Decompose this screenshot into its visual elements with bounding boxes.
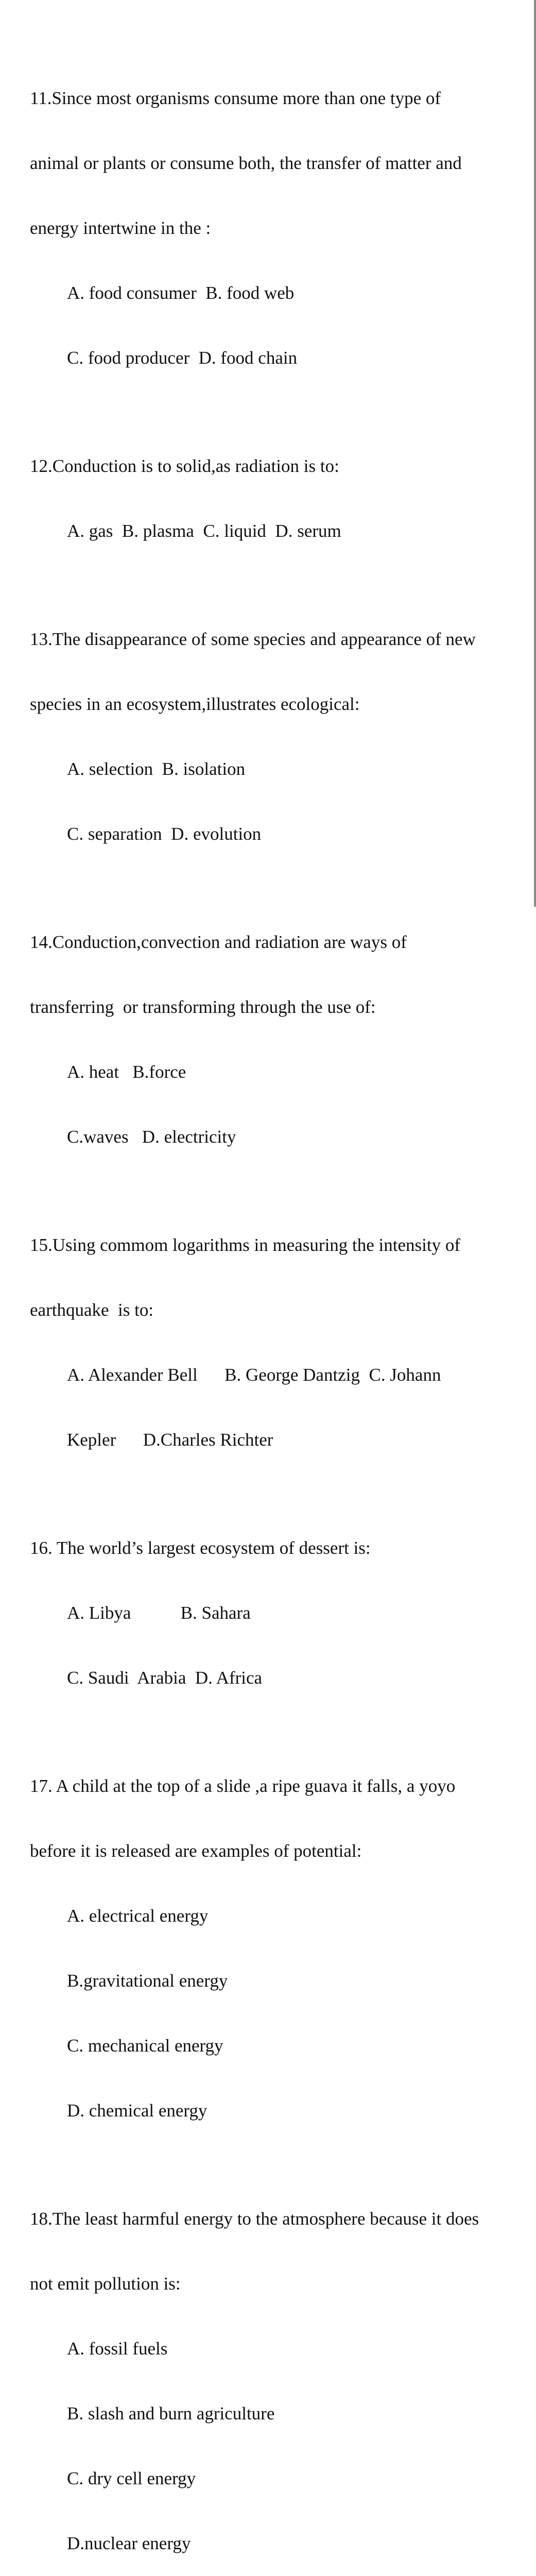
question-list: [0, 1, 530, 2576]
q13-options-line-2: C. separation D. evolution: [67, 824, 262, 844]
q14-options-line-1: A. heat B.force: [67, 1062, 186, 1082]
q11-stem-line-3: energy intertwine in the :: [30, 218, 211, 238]
q14-stem-line-1: 14.Conduction,convection and radiation are ways of: [30, 932, 407, 952]
q11-stem-line-2: animal or plants or consume both, the transfer of matter and: [30, 153, 462, 173]
q15-options-line-2: Kepler D.Charles Richter: [67, 1430, 273, 1450]
q18-option-b: B. slash and burn agriculture: [67, 2403, 275, 2424]
q18-stem-line-1: 18.The least harmful energy to the atmosphere because it does: [30, 2209, 479, 2229]
q12-options-line-1: A. gas B. plasma C. liquid D. serum: [67, 521, 341, 541]
q18-stem-line-2: not emit pollution is:: [30, 2274, 181, 2294]
q18-option-c: C. dry cell energy: [67, 2468, 196, 2488]
q17-option-c: C. mechanical energy: [67, 2036, 223, 2056]
q17-stem-line-1: 17. A child at the top of a slide ,a ripe guava it falls, a yoyo: [30, 1776, 456, 1796]
q17-option-a: A. electrical energy: [67, 1906, 209, 1926]
q14-stem-line-2: transferring or transforming through the use of:: [30, 997, 376, 1017]
page-edge-divider: [534, 0, 536, 907]
q16-options-line-2: C. Saudi Arabia D. Africa: [67, 1668, 263, 1688]
q11-options-line-1: A. food consumer B. food web: [67, 283, 295, 303]
q17-stem-line-2: before it is released are examples of potential:: [30, 1841, 362, 1861]
q18-option-d: D.nuclear energy: [67, 2533, 191, 2553]
q12-stem-line-1: 12.Conduction is to solid,as radiation is to:: [30, 456, 339, 476]
q15-stem-line-1: 15.Using commom logarithms in measuring the intensity of: [30, 1235, 461, 1255]
q11-stem-line-1: 11.Since most organisms consume more than one type of: [30, 88, 441, 108]
q14-options-line-2: C.waves D. electricity: [67, 1127, 236, 1147]
q15-stem-line-2: earthquake is to:: [30, 1300, 154, 1320]
q13-stem-line-1: 13.The disappearance of some species and appearance of new: [30, 629, 476, 649]
q16-stem-line-1: 16. The world’s largest ecosystem of dessert is:: [30, 1538, 371, 1558]
q18-option-a: A. fossil fuels: [67, 2338, 168, 2359]
q17-option-d: D. chemical energy: [67, 2100, 208, 2121]
q16-options-line-1: A. Libya B. Sahara: [67, 1603, 251, 1623]
q13-stem-line-2: species in an ecosystem,illustrates ecological:: [30, 694, 360, 714]
q17-option-b: B.gravitational energy: [67, 1971, 228, 1991]
q15-options-line-1: A. Alexander Bell B. George Dantzig C. Johann: [67, 1365, 441, 1385]
q13-options-line-1: A. selection B. isolation: [67, 759, 246, 779]
q11-options-line-2: C. food producer D. food chain: [67, 348, 298, 368]
